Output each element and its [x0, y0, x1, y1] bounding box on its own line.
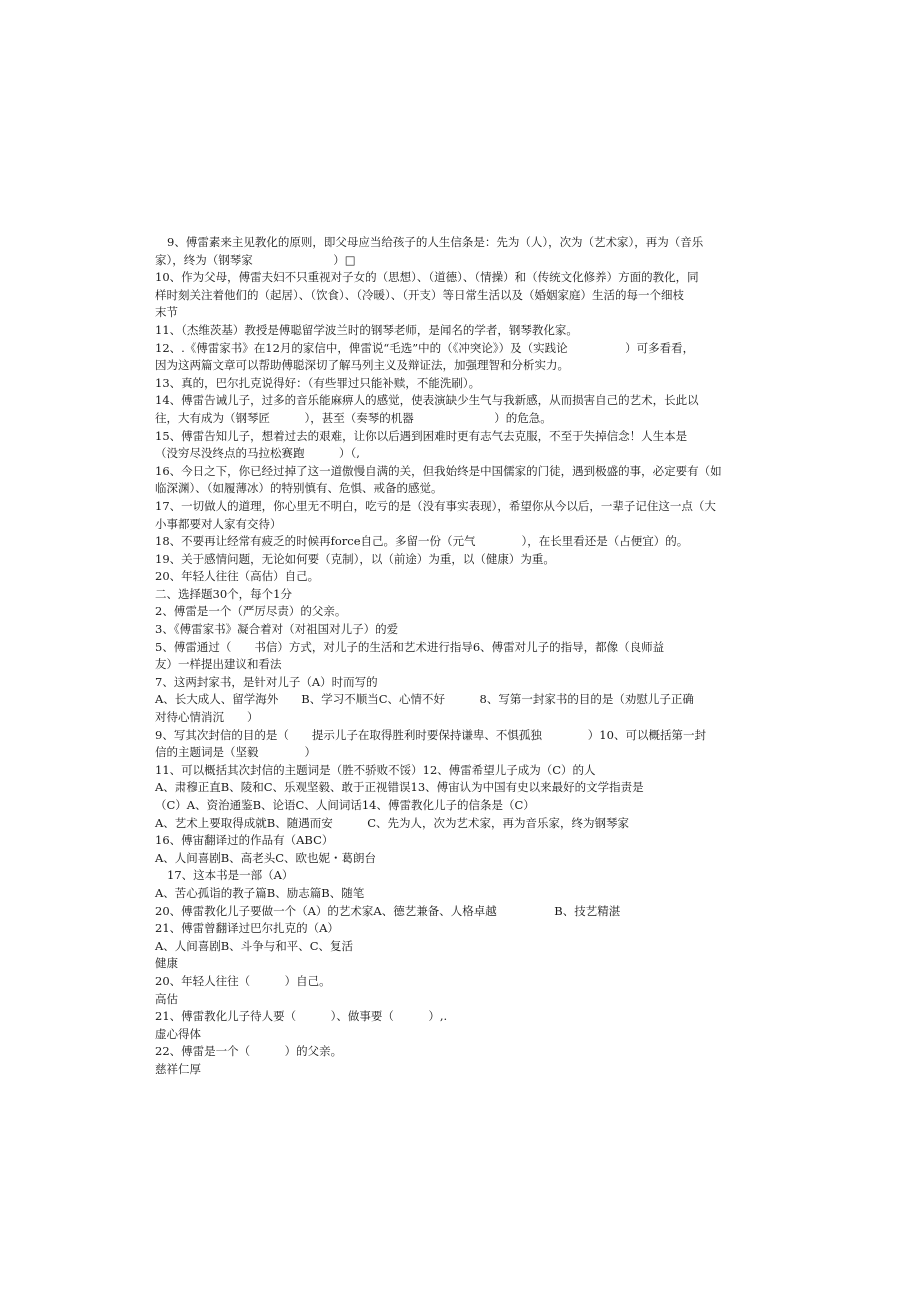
text-line: 3、《傅雷家书》凝合着对（对祖国对儿子）的爱	[155, 622, 399, 637]
text-line: 18、不要再让经常有疲乏的时候再force自己。多留一份（元气 ），在长里看还是（占便宜）的。	[155, 534, 689, 549]
text-line: 17、这本书是一部（A）	[167, 868, 294, 883]
text-line: 22、傅雷是一个（ ）的父亲。	[155, 1044, 343, 1059]
text-line: 21、傅雷教化儿子待人要（ ）、做事要（ ）,.	[155, 1009, 448, 1024]
text-line: A、苦心孤诣的教子篇B、励志篇B、随笔	[155, 885, 365, 900]
text-line: 11、（杰维茨基）教授是傅聪留学波兰时的钢琴老师，是闻名的学者，钢琴教化家。	[155, 322, 578, 337]
text-line: A、人间喜剧B、高老头C、欧也妮・葛朗台	[155, 850, 377, 865]
text-line: 20、年轻人往往（ ）自己。	[155, 973, 331, 988]
text-line: 15、傅雷告知儿子，想着过去的艰难，让你以后遇到困难时更有志气去克服，不至于失掉信念！人生本是	[155, 428, 688, 443]
text-line: （C）A、资治通鉴B、论语C、人间词话14、傅雷教化儿子的信条是（C）	[155, 798, 535, 812]
text-line: A、人间喜剧B、斗争与和平、C、复活	[155, 938, 354, 953]
text-line: 11、可以概括其次封信的主题词是（胜不骄败不馁）12、傅雷希望儿子成为（C）的人	[155, 762, 596, 777]
text-line: 对待心情消沉 ）	[155, 710, 259, 725]
text-line: 14、傅雷告诫儿子，过多的音乐能麻痹人的感觉，使表演缺少生气与我新感，从而损害自己的艺术，长此以	[155, 393, 699, 408]
text-line: 2、傅雷是一个（严厉尽责）的父亲。	[155, 604, 347, 619]
text-line: 信的主题词是（坚毅 ）	[155, 745, 316, 760]
text-line: 因为这两篇文章可以帮助傅聪深切了解马列主义及辩证法，加强理智和分析实力。	[155, 358, 569, 373]
text-line: 21、傅雷曾翻译过巴尔扎克的（A）	[155, 921, 339, 936]
answer-line: 虚心得体	[155, 1026, 201, 1041]
text-line: 13、真的，巴尔扎克说得好：（有些罪过只能补赎，不能洗刷）。	[155, 375, 481, 390]
answer-line: 高估	[155, 991, 178, 1006]
text-line: 末节	[155, 305, 178, 320]
text-line: 9、写其次封信的目的是（ 提示儿子在取得胜利时要保持谦卑、不惧孤独 ）10、可以概括第一封	[155, 727, 706, 742]
answer-line: 健康	[155, 956, 178, 971]
text-line: A、艺术上要取得成就B、随遇而安 C、先为人，次为艺术家，再为音乐家，终为钢琴家	[155, 815, 630, 830]
text-line: 19、关于感情问题，无论如何要（克制），以（前途）为重，以（健康）为重。	[155, 551, 555, 566]
text-line: 小事都要对人家有交待）	[155, 516, 282, 531]
text-line: 17、一切做人的道理，你心里无不明白，吃亏的是（没有事实表现），希望你从今以后，一辈子记住这一点（大	[155, 498, 716, 513]
text-line: 往，大有成为（钢琴匠 ），甚至（奏琴的机器 ）的危急。	[155, 410, 552, 425]
text-line: 临深渊）、（如履薄冰）的特别慎有、危惧、戒备的感觉。	[155, 481, 443, 496]
text-line: 7、这两封家书，是针对儿子（A）时而写的	[155, 674, 378, 689]
text-line: 5、傅雷通过（ 书信）方式，对儿子的生活和艺术进行指导6、傅雷对儿子的指导，都像（良师益	[155, 639, 665, 654]
text-line: 友）一样提出建议和看法	[155, 657, 282, 672]
text-line: （没穷尽没终点的马拉松赛跑 ）（,	[155, 446, 360, 461]
document-body	[155, 234, 772, 1079]
text-line: 9、傅雷素来主见教化的原则，即父母应当给孩子的人生信条是：先为（人），次为（艺术家），再为（音乐	[167, 235, 704, 249]
text-line: A、长大成人、留学海外 B、学习不顺当C、心情不好 8、写第一封家书的目的是（劝慰儿子正确	[155, 692, 694, 707]
text-line: 12、.《傅雷家书》在12月的家信中，俾雷说“毛选”中的（《冲突论》）及（实践论 ）可多看看，	[155, 340, 695, 355]
section-heading: 二、选择题30个，每个1分	[155, 586, 292, 601]
answer-line: 慈祥仁厚	[155, 1061, 201, 1076]
text-line: 20、年轻人往往（高估）自己。	[155, 569, 320, 584]
text-line: 10、作为父母，傅雷夫妇不只重视对子女的（思想）、（道德）、（情操）和（传统文化修养）方面的教化，同	[155, 270, 699, 285]
text-line: 样时刻关注着他们的（起居）、（饮食）、（冷暖）、（开支）等日常生活以及（婚姻家庭）生活的每一个细枝	[155, 287, 684, 302]
text-line: 20、傅雷教化儿子要做一个（A）的艺术家A、德艺兼备、人格卓越 B、技艺精湛	[155, 903, 621, 918]
text-line: 16、傅宙翻译过的作品有（ABC）	[155, 833, 334, 848]
text-line: 家），终为（钢琴家 ）□	[155, 252, 356, 267]
text-line: A、肃穆正直B、陵和C、乐观坚毅、敢于正视错误13、傅宙认为中国有史以来最好的文学指责是	[155, 780, 644, 795]
text-line: 16、今日之下，你已经过掉了这一道傲慢自满的关，但我始终是中国儒家的门徒，遇到极盛的事，必定要有（如	[155, 463, 722, 478]
